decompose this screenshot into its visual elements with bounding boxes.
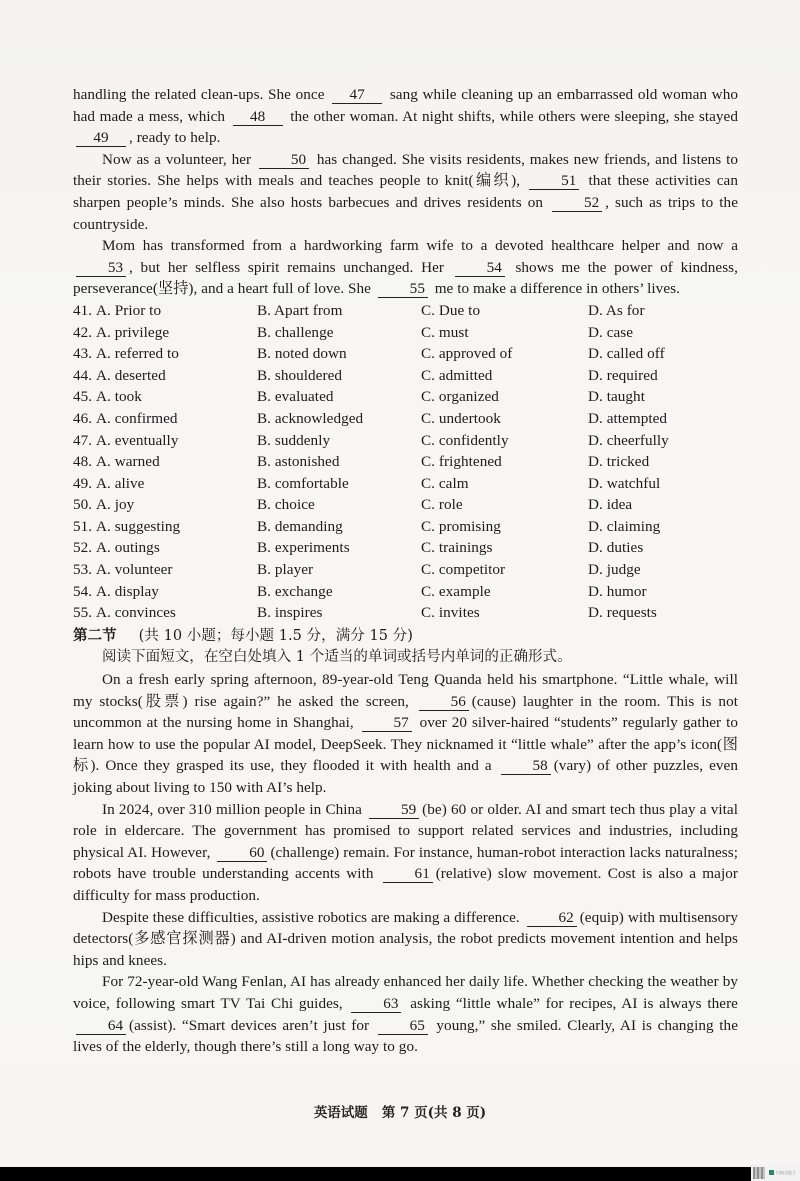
option-d: D. taught [588, 388, 645, 406]
option-d: D. idea [588, 496, 633, 514]
option-c: C. Due to [421, 301, 481, 319]
question-number: 45. [73, 388, 93, 406]
option-c: C. role [421, 496, 463, 514]
option-row-54 [73, 581, 738, 603]
option-d: D. required [588, 366, 658, 384]
option-b: B. demanding [257, 517, 343, 535]
blank-50: 50 [259, 151, 309, 169]
blank-65: 65 [378, 1017, 428, 1035]
option-row-46 [73, 408, 738, 430]
option-c: C. promising [421, 517, 501, 535]
text: , ready to help. [129, 129, 221, 147]
blank-60: 60 [217, 844, 267, 862]
blank-53: 53 [76, 259, 126, 277]
text: the other woman. At night shifts, while others were sleeping, she stayed [290, 107, 738, 125]
watermark-label: 扫描全能王 [776, 1169, 796, 1175]
blank-59: 59 [369, 801, 419, 819]
question-number: 48. [73, 453, 93, 471]
option-a: A. suggesting [96, 517, 181, 535]
text: (relative) slow movement. Cost is also a major difficulty for mass production. [73, 865, 738, 904]
question-number: 46. [73, 409, 93, 427]
option-c: C. frightened [421, 453, 502, 471]
blank-63: 63 [351, 995, 401, 1013]
option-d: D. claiming [588, 517, 661, 535]
blank-51: 51 [529, 172, 579, 190]
option-a: A. referred to [96, 345, 179, 363]
text: For 72-year-old Wang Fenlan, AI has already enhanced her daily life. Whether checking the weather by voice, following smart TV Tai Chi guides, [73, 973, 738, 1012]
option-b: B. suddenly [257, 431, 331, 449]
option-a: A. alive [96, 474, 145, 492]
option-b: B. evaluated [257, 388, 334, 406]
option-c: C. approved of [421, 345, 513, 363]
text: young,” she smiled. Clearly, AI is changing the lives of the elderly, though there’s still a long way to go. [73, 1016, 738, 1056]
option-b: B. choice [257, 496, 315, 514]
blank-49: 49 [76, 129, 126, 147]
option-a: A. deserted [96, 366, 166, 384]
scanner-watermark [751, 1164, 800, 1181]
page-content [73, 84, 738, 1058]
option-d: D. called off [588, 345, 665, 363]
text: handling the related clean-ups. She once [73, 86, 325, 103]
option-d: D. attempted [588, 409, 668, 427]
question-number: 50. [73, 496, 93, 514]
option-c: C. invites [421, 604, 480, 622]
text: (challenge) remain. For instance, human-robot interaction lacks naturalness; robots have trouble understanding accents with [73, 843, 738, 883]
app-logo-icon [769, 1170, 774, 1175]
option-d: D. requests [588, 604, 657, 622]
option-c: C. must [421, 323, 469, 341]
option-b: B. exchange [257, 582, 333, 600]
option-row-42 [73, 322, 738, 344]
option-row-49 [73, 473, 738, 495]
option-row-41 [73, 300, 738, 322]
qr-code-icon [753, 1167, 765, 1179]
text: sang while cleaning up an embarrassed old woman who had made a mess, which [73, 86, 738, 125]
passage2-paragraph-4 [73, 971, 738, 1057]
option-a: A. took [96, 388, 142, 406]
option-a: A. confirmed [96, 409, 178, 427]
option-b: B. shouldered [257, 366, 343, 384]
text: (be) 60 or older. AI and smart tech thus play a vital role in eldercare. The government has promised to support related services and industries, including physical AI. However, [73, 800, 738, 861]
option-d: D. case [588, 323, 634, 341]
option-b: B. comfortable [257, 474, 349, 492]
option-b: B. challenge [257, 323, 334, 341]
option-a: A. Prior to [96, 301, 162, 319]
option-row-52 [73, 537, 738, 559]
option-b: B. Apart from [257, 301, 343, 319]
text: (assist). “Smart devices aren’t just for [129, 1016, 370, 1034]
question-number: 53. [73, 561, 93, 579]
blank-57: 57 [362, 714, 412, 732]
blank-61: 61 [383, 865, 433, 883]
option-b: B. experiments [257, 539, 350, 557]
blank-56: 56 [419, 693, 469, 711]
passage1-paragraph-2 [73, 149, 738, 235]
question-number: 41. [73, 301, 93, 319]
page-footer [0, 1101, 800, 1121]
option-c: C. trainings [421, 539, 493, 557]
option-b: B. astonished [257, 453, 340, 471]
blank-58: 58 [501, 757, 551, 775]
option-b: B. noted down [257, 345, 347, 363]
option-c: C. example [421, 582, 491, 600]
option-d: D. judge [588, 561, 641, 579]
option-b: B. acknowledged [257, 409, 364, 427]
option-d: D. humor [588, 582, 647, 600]
text: asking “little whale” for recipes, AI is always there [410, 994, 738, 1012]
question-number: 51. [73, 517, 93, 535]
option-a: A. convinces [96, 604, 176, 622]
question-number: 55. [73, 604, 93, 622]
blank-54: 54 [455, 259, 505, 277]
option-a: A. outings [96, 539, 160, 557]
option-row-47 [73, 430, 738, 452]
blank-55: 55 [378, 280, 428, 298]
passage1-paragraph-3 [73, 235, 738, 300]
option-d: D. As for [588, 301, 645, 319]
question-number: 47. [73, 431, 93, 449]
text: , but her selfless spirit remains unchanged. Her [129, 258, 445, 276]
blank-52: 52 [552, 194, 602, 212]
option-b: B. inspires [257, 604, 323, 622]
option-a: A. privilege [96, 323, 170, 341]
blank-62: 62 [527, 909, 577, 927]
option-row-53 [73, 559, 738, 581]
text: Despite these difficulties, assistive robotics are making a difference. [102, 908, 520, 926]
footer-subject: 英语试题 [313, 1105, 368, 1121]
option-row-51 [73, 516, 738, 538]
question-number: 54. [73, 582, 93, 600]
text: , such as trips to the countryside. [73, 193, 738, 233]
option-c: C. undertook [421, 409, 501, 427]
option-a: A. volunteer [96, 561, 173, 579]
question-number: 52. [73, 539, 93, 557]
text: (equip) with multisensory detectors(多感官探测器) and AI-driven motion analysis, the robot predicts movement intention and helps hips and knees. [73, 908, 739, 969]
footer-page-number: 第 7 页(共 8 页) [381, 1105, 487, 1121]
blank-64: 64 [76, 1017, 126, 1035]
option-a: A. eventually [96, 431, 179, 449]
option-row-44 [73, 365, 738, 387]
question-number: 42. [73, 323, 93, 341]
section-instruction: 阅读下面短文，在空白处填入 1 个适当的单词或括号内单词的正确形式。 [102, 649, 572, 666]
passage2-paragraph-3 [73, 907, 738, 972]
blank-47: 47 [332, 86, 382, 104]
passage2-paragraph-2 [73, 799, 738, 907]
text: shows me the power of kindness, perseverance(坚持), and a heart full of love. She [73, 258, 738, 298]
text: over 20 silver-haired “students” regularly gather to learn how to use the popular AI model, DeepSeek. They nicknamed it “little whale” after the app’s icon(图标). Once they grasped its use, they flooded it with health and a [73, 714, 738, 775]
text: (cause) laughter in the room. This is not uncommon at the nursing home in Shanghai, [73, 692, 738, 732]
option-row-50 [73, 494, 738, 516]
option-b: B. player [257, 561, 314, 579]
option-d: D. cheerfully [588, 431, 669, 449]
option-d: D. tricked [588, 453, 650, 471]
option-c: C. calm [421, 474, 469, 492]
option-c: C. competitor [421, 561, 506, 579]
text: (vary) of other puzzles, even joking about living to 150 with AI’s help. [73, 757, 738, 796]
text: that these activities can sharpen people’s minds. She also hosts barbecues and drives residents on [73, 172, 738, 211]
option-row-43 [73, 343, 738, 365]
question-number: 44. [73, 366, 93, 384]
blank-48: 48 [233, 108, 283, 126]
section-heading [73, 625, 738, 648]
question-number: 49. [73, 474, 93, 492]
option-a: A. display [96, 582, 159, 600]
option-row-48 [73, 451, 738, 473]
section-score-note: (共 10 小题；每小题 1.5 分，满分 15 分) [138, 627, 413, 644]
options-list [73, 300, 738, 624]
text: Mom has transformed from a hardworking farm wife to a devoted healthcare helper and now a [102, 237, 738, 255]
scan-bottom-bar [0, 1167, 800, 1181]
text: has changed. She visits residents, makes new friends, and listens to their stories. She helps with meals and teaches people to knit(编织), [73, 150, 738, 190]
passage1-paragraph-1 [73, 84, 738, 149]
section-title: 第二节 [73, 626, 117, 644]
text: me to make a difference in others’ lives. [434, 280, 680, 298]
passage2-paragraph-1 [73, 669, 738, 799]
text: In 2024, over 310 million people in China [102, 800, 362, 818]
option-c: C. organized [421, 388, 499, 406]
option-c: C. admitted [421, 366, 493, 384]
option-a: A. joy [96, 496, 135, 514]
option-d: D. duties [588, 539, 644, 557]
text: On a fresh early spring afternoon, 89-year-old Teng Quanda held his smartphone. “Little whale, will my stocks(股票) rise again?” he asked the screen, [73, 671, 738, 710]
option-d: D. watchful [588, 474, 661, 492]
option-row-55 [73, 602, 738, 624]
text: Now as a volunteer, her [102, 150, 252, 168]
option-a: A. warned [96, 453, 160, 471]
option-row-45 [73, 386, 738, 408]
option-c: C. confidently [421, 431, 509, 449]
question-number: 43. [73, 345, 93, 363]
